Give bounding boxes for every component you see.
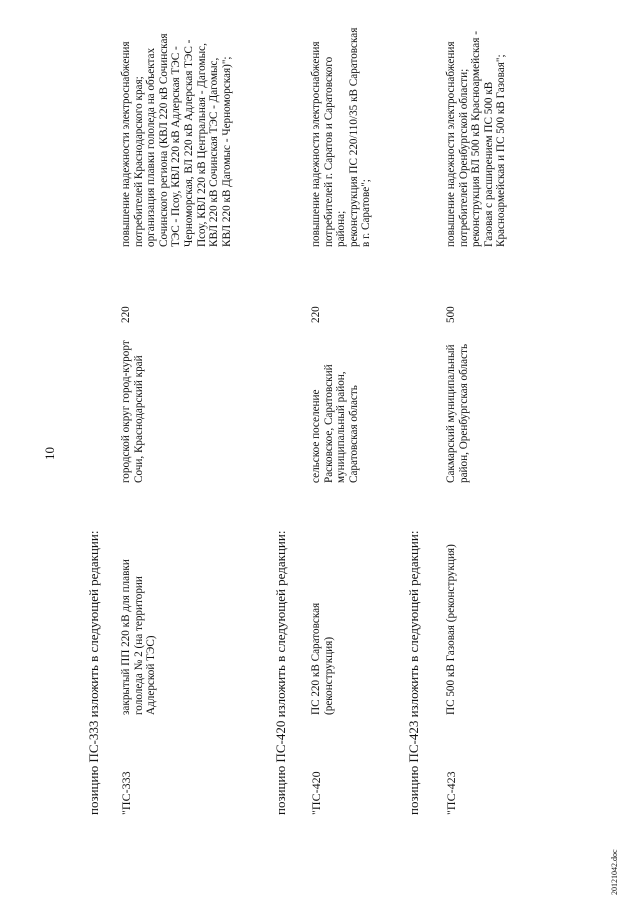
voltage-ps423: 500: [445, 306, 457, 323]
location-ps333: городской округ город-курорт Сочи, Краснодарский край: [120, 340, 145, 483]
page-number: 10: [42, 447, 57, 460]
code-ps420: "ПС-420: [309, 771, 323, 815]
section-intro-ps423: позицию ПС-423 изложить в следующей редакции:: [406, 530, 421, 815]
voltage-ps420: 220: [310, 306, 322, 323]
location-ps423: Сакмарский муниципальный район, Оренбургская область: [445, 343, 470, 483]
location-ps420: сельское поселение Расковское, Саратовский муниципальный район, Саратовская область: [310, 364, 360, 483]
code-ps333: "ПС-333: [119, 771, 133, 815]
object-ps420: ПС 220 кВ Саратовская (реконструкция): [310, 602, 335, 715]
voltage-ps333: 220: [120, 306, 132, 323]
footer-filename: 20121042.doc: [610, 849, 619, 895]
purpose-ps423: повышение надежности электроснабжения потребителей Оренбургской области; реконструкция ВЛ 500 кВ Красноармейская - Газовая с расширением ПС 500 кВ Красноармейская и ПС 500 кВ Газовая";: [445, 31, 508, 247]
object-ps423: ПС 500 кВ Газовая (реконструкция): [445, 544, 457, 715]
purpose-ps333: повышение надежности электроснабжения потребителей Краснодарского края; организация плавки гололеда на объектах Сочинского региона (КВЛ 220 кВ Сочинская ТЭС - Псоу, КВЛ 220 кВ Адлерская ТЭС - Черноморская, ВЛ 220 кВ Адлерская ТЭС - Псоу, КВЛ 220 кВ Центральная - Дагомыс, КВЛ 220 кВ Сочинская ТЭС - Дагомыс, КВЛ 220 кВ Дагомыс - Черноморская)";: [120, 33, 233, 247]
object-ps333: закрытый ПП 220 кВ для плавки гололеда № 2 (на территории Адлерской ТЭС): [120, 559, 158, 715]
purpose-ps420: повышение надежности электроснабжения потребителей г. Саратов и Саратовского района; реконструкция ПС 220/110/35 кВ Саратовская в г. Саратове";: [310, 27, 373, 247]
section-intro-ps420: позицию ПС-420 изложить в следующей редакции:: [273, 530, 288, 815]
section-intro-ps333: позицию ПС-333 изложить в следующей редакции:: [86, 530, 101, 815]
code-ps423: "ПС-423: [444, 771, 458, 815]
